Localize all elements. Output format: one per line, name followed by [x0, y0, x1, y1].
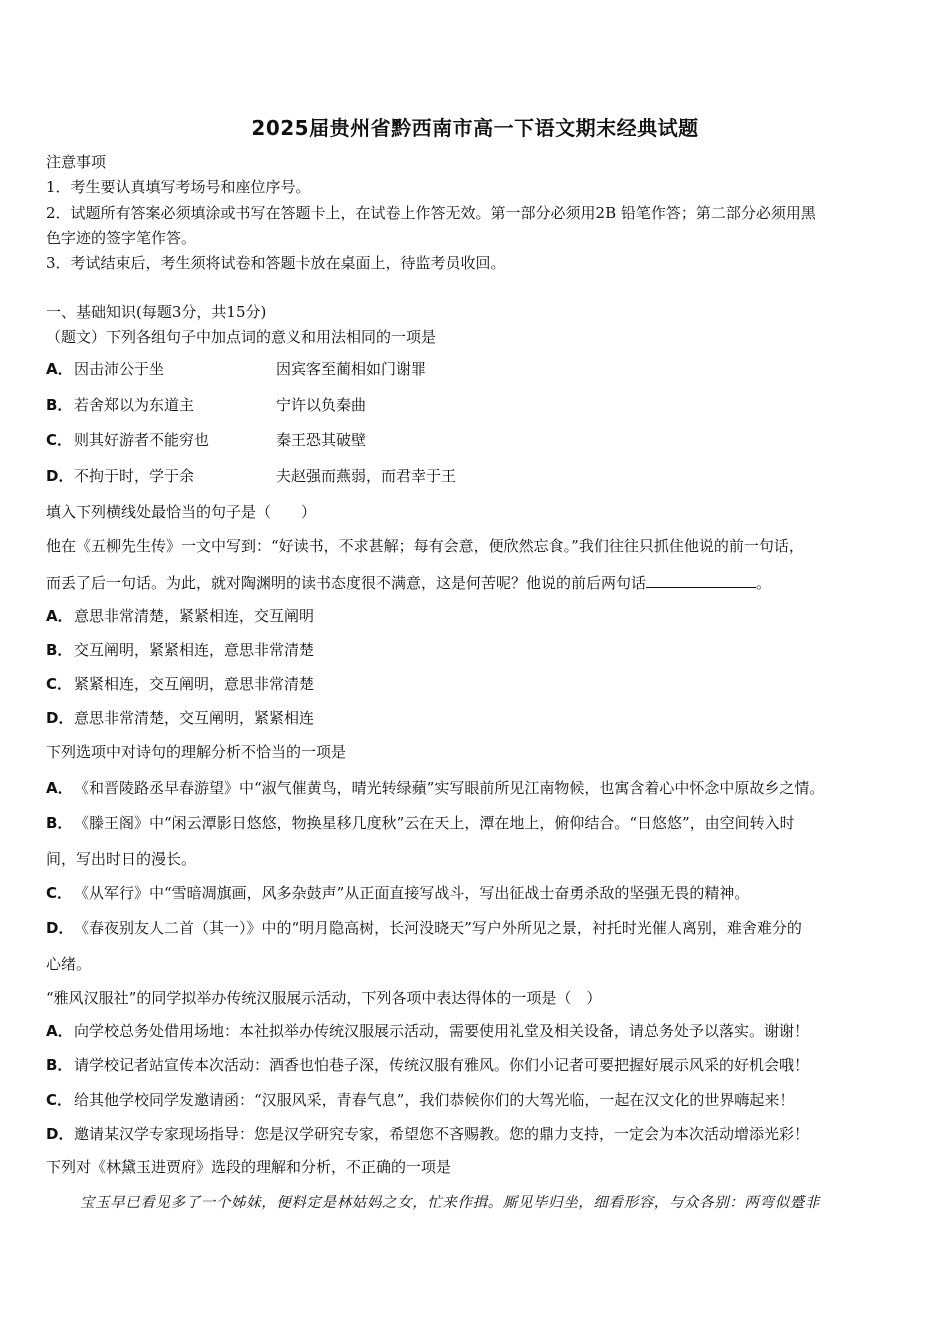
option-row	[46, 708, 314, 728]
option-label: A．	[46, 607, 73, 625]
option-text: 交互阐明，紧紧相连，意思非常清楚	[74, 641, 315, 659]
option-text: 宁许以负秦曲	[276, 396, 367, 414]
notice-item: 1．考生要认真填写考场号和座位序号。	[46, 178, 311, 196]
option-text-continued: 间，写出时日的漫长。	[46, 850, 197, 868]
option-label: A．	[46, 1022, 73, 1040]
option-label: D．	[46, 919, 74, 937]
option-text: 则其好游者不能穷也	[74, 431, 210, 449]
page-title: 2025届贵州省黔西南市高一下语文期末经典试题	[251, 116, 699, 140]
option-row	[46, 1055, 809, 1075]
option-row	[46, 640, 314, 660]
option-row	[46, 778, 824, 798]
option-label: C．	[46, 675, 73, 693]
question-stem: 填入下列横线处最恰当的句子是（ ）	[46, 503, 317, 521]
notice-heading: 注意事项	[46, 153, 107, 171]
option-label: B．	[46, 1056, 73, 1074]
option-text: 给其他学校同学发邀请函：“汉服风采，青春气息”，我们恭候你们的大驾光临，一起在汉文化的世界嗨起来！	[74, 1091, 795, 1109]
option-label: D．	[46, 709, 74, 727]
option-label: C．	[46, 1091, 73, 1109]
question-stem: 下列对《林黛玉进贾府》选段的理解和分析，不正确的一项是	[46, 1158, 452, 1176]
option-text: 夫赵强而燕弱，而君幸于王	[276, 467, 457, 485]
option-text: 紧紧相连，交互阐明，意思非常清楚	[74, 675, 315, 693]
question-text-part: 而丢了后一句话。为此，就对陶渊明的读书态度很不满意，这是何苦呢？他说的前后两句话	[46, 574, 647, 592]
option-text-continued: 心绪。	[46, 955, 92, 973]
option-row	[46, 1124, 809, 1144]
question-stem: “雅风汉服社”的同学拟举办传统汉服展示活动，下列各项中表达得体的一项是（ ）	[46, 989, 602, 1007]
section-heading: 一、基础知识(每题3分，共15分)	[46, 303, 267, 321]
question-stem: 下列选项中对诗句的理解分析不恰当的一项是	[46, 743, 347, 761]
option-label: D．	[46, 1125, 74, 1143]
option-text: 《滕王阁》中“闲云潭影日悠悠，物换星移几度秋”云在天上，潭在地上，俯仰结合。“日悠悠”，由空间转入时	[74, 814, 795, 832]
option-label: C．	[46, 431, 73, 449]
option-text: 意思非常清楚，紧紧相连，交互阐明	[74, 607, 315, 625]
option-text: 因击沛公于坐	[74, 360, 165, 378]
option-text: 意思非常清楚，交互阐明，紧紧相连	[74, 709, 315, 727]
option-row	[46, 1090, 794, 1110]
option-row	[46, 918, 802, 938]
option-text: 《春夜别友人二首（其一）》中的“明月隐高树，长河没晓天”写户外所见之景，衬托时光催人离别，难舍难分的	[74, 919, 802, 937]
option-label: B．	[46, 814, 73, 832]
question-text-end: 。	[756, 574, 772, 592]
option-row	[46, 466, 457, 486]
option-text: 请学校记者站宣传本次活动：酒香也怕巷子深，传统汉服有雅风。你们小记者可要把握好展示风采的好机会哦！	[74, 1056, 810, 1074]
option-text: 因宾客至蔺相如门谢罪	[276, 360, 427, 378]
notice-item: 色字迹的签字笔作答。	[46, 229, 197, 247]
question-stem: （题文）下列各组句子中加点词的意义和用法相同的一项是	[46, 328, 437, 346]
notice-item: 2．试题所有答案必须填涂或书写在答题卡上，在试卷上作答无效。第一部分必须用2B 铅笔作答；第二部分必须用黑	[46, 204, 816, 222]
notice-item: 3．考试结束后，考生须将试卷和答题卡放在桌面上，待监考员收回。	[46, 254, 506, 272]
option-text: 《和晋陵路丞早春游望》中“淑气催黄鸟，晴光转绿蘋”实写眼前所见江南物候，也寓含着心中怀念中原故乡之情。	[74, 779, 825, 797]
option-text: 邀请某汉学专家现场指导：您是汉学研究专家，希望您不吝赐教。您的鼎力支持，一定会为本次活动增添光彩！	[74, 1125, 810, 1143]
option-row	[46, 674, 314, 694]
option-row	[46, 1021, 809, 1041]
option-text: 不拘于时，学于余	[74, 467, 195, 485]
option-text: 秦王恐其破壁	[276, 431, 367, 449]
reading-passage: 宝玉早已看见多了一个姊妹，便料定是林姑妈之女，忙来作揖。厮见毕归坐，细看形容，与众各别：两弯似蹙非	[80, 1195, 820, 1211]
answer-blank	[646, 572, 756, 588]
option-row	[46, 813, 795, 833]
option-label: C．	[46, 884, 73, 902]
option-label: D．	[46, 467, 74, 485]
question-text: 他在《五柳先生传》一文中写到：“好读书，不求甚解；每有会意，便欣然忘食。”我们往往只抓住他说的前一句话，	[46, 537, 804, 555]
option-label: A．	[46, 779, 73, 797]
option-label: B．	[46, 641, 73, 659]
option-row	[46, 606, 314, 626]
option-label: A．	[46, 360, 73, 378]
option-label: B．	[46, 396, 73, 414]
question-text	[46, 572, 771, 593]
option-row	[46, 359, 427, 379]
option-row	[46, 430, 367, 450]
option-text: 若舍郑以为东道主	[74, 396, 195, 414]
option-text: 《从军行》中“雪暗凋旗画，风多杂鼓声”从正面直接写战斗，写出征战士奋勇杀敌的坚强无畏的精神。	[74, 884, 750, 902]
option-row	[46, 883, 749, 903]
option-text: 向学校总务处借用场地：本社拟举办传统汉服展示活动，需要使用礼堂及相关设备，请总务处予以落实。谢谢！	[74, 1022, 810, 1040]
option-row	[46, 395, 367, 415]
